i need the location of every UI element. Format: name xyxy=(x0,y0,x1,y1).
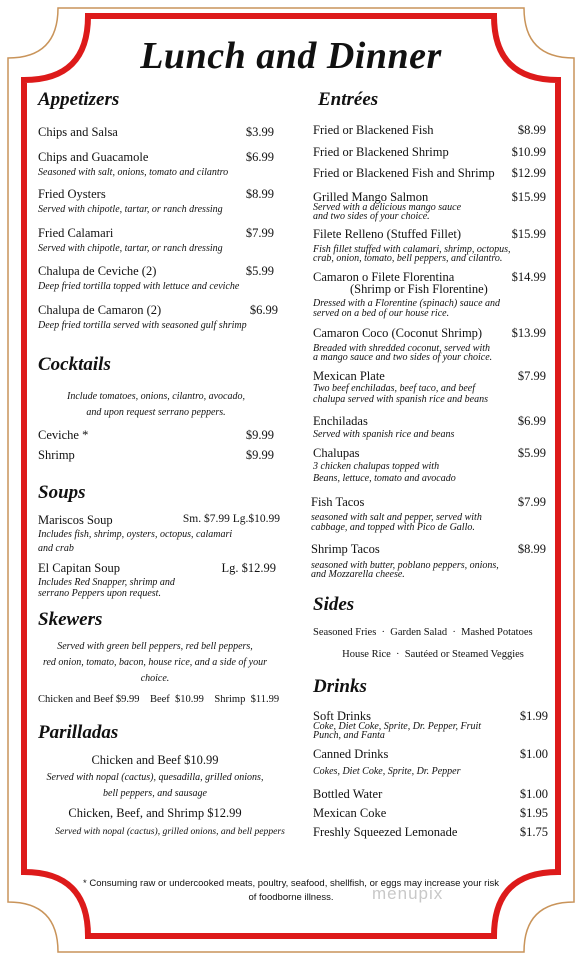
drink-name: Canned Drinks xyxy=(313,747,389,761)
skewers-prices: Chicken and Beef $9.99 Beef $10.99 Shrimp $11.99 xyxy=(38,694,280,705)
parillada-item: Chicken, Beef, and Shrimp $12.99 xyxy=(68,806,242,820)
entree-desc: chalupa served with spanish rice and beans xyxy=(313,394,488,405)
entree-name: Enchiladas xyxy=(313,414,368,428)
entree-name: Fried or Blackened Fish xyxy=(313,123,434,137)
soup-price: Lg. $12.99 xyxy=(221,561,276,575)
entree-price: $14.99 xyxy=(511,270,546,284)
entree-price: $12.99 xyxy=(511,166,546,180)
skewers-desc: red onion, tomato, bacon, house rice, and a side of your xyxy=(42,657,268,668)
appetizer-price: $6.99 xyxy=(245,150,274,164)
menu-title: Lunch and Dinner xyxy=(140,35,442,77)
entree-name: Fried or Blackened Shrimp xyxy=(313,145,449,159)
drink-desc: Cokes, Diet Coke, Sprite, Dr. Pepper xyxy=(313,766,461,777)
appetizer-desc: Deep fried tortilla topped with lettuce and ceviche xyxy=(38,281,240,292)
appetizer-desc: Deep fried tortilla served with seasoned gulf shrimp xyxy=(38,320,247,331)
cocktail-name: Ceviche * xyxy=(38,428,89,442)
cocktail-price: $9.99 xyxy=(245,428,274,442)
entree-name: Camaron o Filete Florentina xyxy=(313,270,455,284)
appetizer-price: $3.99 xyxy=(245,125,274,139)
entree-price: $13.99 xyxy=(511,326,546,340)
entree-desc: Beans, lettuce, tomato and avocado xyxy=(313,473,456,484)
cocktail-price: $9.99 xyxy=(245,448,274,462)
appetizer-desc: Served with chipotle, tartar, or ranch dressing xyxy=(38,204,223,215)
appetizer-name: Chips and Guacamole xyxy=(38,150,149,164)
soups-heading: Soups xyxy=(38,482,86,503)
parillada-item: Chicken and Beef $10.99 xyxy=(91,753,219,767)
skewers-heading: Skewers xyxy=(38,609,103,630)
entree-desc: and two sides of your choice. xyxy=(313,211,430,222)
soup-desc: and crab xyxy=(38,543,74,554)
entree-price: $6.99 xyxy=(517,414,546,428)
drink-name: Freshly Squeezed Lemonade xyxy=(313,825,458,839)
soup-desc: serrano Peppers upon request. xyxy=(38,588,161,599)
skewers-desc: Served with green bell peppers, red bell peppers, xyxy=(57,641,253,652)
entree-desc: seasoned with butter, poblano peppers, onions, xyxy=(311,560,499,571)
appetizer-price: $7.99 xyxy=(245,226,274,240)
sides-line: House Rice · Sautéed or Steamed Veggies xyxy=(342,649,524,660)
parillada-desc: Served with nopal (cactus), quesadilla, grilled onions, xyxy=(46,772,264,783)
soup-name: El Capitan Soup xyxy=(38,561,120,575)
drinks-heading: Drinks xyxy=(313,676,367,697)
cocktails-intro: and upon request serrano peppers. xyxy=(86,407,226,418)
parilladas-heading: Parilladas xyxy=(38,722,119,743)
entree-price: $5.99 xyxy=(517,446,546,460)
entree-price: $7.99 xyxy=(517,495,546,509)
soup-desc: Includes fish, shrimp, oysters, octopus, calamari xyxy=(38,529,233,540)
food-safety-line: of foodborne illness. xyxy=(248,892,334,903)
entree-name: Fried or Blackened Fish and Shrimp xyxy=(313,166,495,180)
entree-name: Fish Tacos xyxy=(311,495,365,509)
entree-price: $8.99 xyxy=(517,123,546,137)
appetizer-price: $5.99 xyxy=(245,264,274,278)
food-safety-notice xyxy=(60,877,522,905)
soup-price: Sm. $7.99 Lg.$10.99 xyxy=(182,513,280,525)
drink-price: $1.00 xyxy=(519,787,548,801)
entree-desc: crab, onion, tomato, bell peppers, and cilantro. xyxy=(313,253,503,264)
entree-price: $15.99 xyxy=(511,190,546,204)
entree-desc: served on a bed of our house rice. xyxy=(313,308,450,319)
entree-name-alt: (Shrimp or Fish Florentine) xyxy=(350,282,488,296)
drink-price: $1.99 xyxy=(519,709,548,723)
entree-name: Filete Relleno (Stuffed Fillet) xyxy=(313,227,462,241)
drink-desc: Coke, Diet Coke, Sprite, Dr. Pepper, Fruit xyxy=(313,721,482,732)
entree-name: Mexican Plate xyxy=(313,369,385,383)
appetizer-desc: Seasoned with salt, onions, tomato and cilantro xyxy=(38,167,229,178)
drink-name: Bottled Water xyxy=(313,787,383,801)
entree-name: Shrimp Tacos xyxy=(311,542,380,556)
drink-desc: Punch, and Fanta xyxy=(313,730,385,741)
drink-price: $1.75 xyxy=(519,825,548,839)
cocktails-heading: Cocktails xyxy=(38,354,111,375)
entree-desc: Served with spanish rice and beans xyxy=(313,429,455,440)
entrees-heading: Entrées xyxy=(318,89,379,110)
entree-desc: Fish fillet stuffed with calamari, shrimp, octopus, xyxy=(313,244,511,255)
entree-price: $15.99 xyxy=(511,227,546,241)
parillada-desc: bell peppers, and sausage xyxy=(103,788,207,799)
entree-desc: Two beef enchiladas, beef taco, and beef xyxy=(313,383,475,394)
cocktails-intro: Include tomatoes, onions, cilantro, avocado, xyxy=(67,391,245,402)
soup-desc: Includes Red Snapper, shrimp and xyxy=(38,577,175,588)
food-safety-line: * Consuming raw or undercooked meats, poultry, seafood, shellfish, or eggs may increase your risk xyxy=(83,878,499,889)
appetizer-name: Fried Oysters xyxy=(38,187,106,201)
entree-desc: cabbage, and topped with Pico de Gallo. xyxy=(311,522,475,533)
drink-name: Mexican Coke xyxy=(313,806,387,820)
appetizer-price: $8.99 xyxy=(245,187,274,201)
entree-desc: seasoned with salt and pepper, served with xyxy=(311,512,482,523)
entree-desc: a mango sauce and two sides of your choice. xyxy=(313,352,493,363)
cocktail-name: Shrimp xyxy=(38,448,75,462)
appetizer-name: Chalupa de Camaron (2) xyxy=(38,303,162,317)
appetizers-heading: Appetizers xyxy=(38,89,120,110)
appetizer-name: Fried Calamari xyxy=(38,226,114,240)
watermark-logo: menupix xyxy=(372,884,444,903)
appetizer-name: Chips and Salsa xyxy=(38,125,118,139)
soup-name: Mariscos Soup xyxy=(38,513,113,527)
appetizer-price: $6.99 xyxy=(249,303,278,317)
entree-name: Chalupas xyxy=(313,446,360,460)
drink-name: Soft Drinks xyxy=(313,709,371,723)
entree-price: $7.99 xyxy=(517,369,546,383)
entree-name: Camaron Coco (Coconut Shrimp) xyxy=(313,326,483,340)
drink-price: $1.95 xyxy=(519,806,548,820)
skewers-desc: choice. xyxy=(140,673,170,684)
appetizer-desc: Served with chipotle, tartar, or ranch dressing xyxy=(38,243,223,254)
entree-desc: and Mozzarella cheese. xyxy=(311,569,405,580)
entree-name: Grilled Mango Salmon xyxy=(313,190,429,204)
entree-desc: Dressed with a Florentine (spinach) sauce and xyxy=(313,298,501,309)
sides-heading: Sides xyxy=(313,594,355,615)
appetizer-name: Chalupa de Ceviche (2) xyxy=(38,264,157,278)
entree-price: $8.99 xyxy=(517,542,546,556)
entree-desc: Served with a delicious mango sauce xyxy=(313,202,462,213)
entree-desc: 3 chicken chalupas topped with xyxy=(313,461,440,472)
entree-price: $10.99 xyxy=(511,145,546,159)
entree-desc: Breaded with shredded coconut, served with xyxy=(313,343,491,354)
drink-price: $1.00 xyxy=(519,747,548,761)
sides-line: Seasoned Fries · Garden Salad · Mashed Potatoes xyxy=(313,627,533,638)
parillada-desc: Served with nopal (cactus), grilled onions, and bell peppers xyxy=(55,826,285,837)
